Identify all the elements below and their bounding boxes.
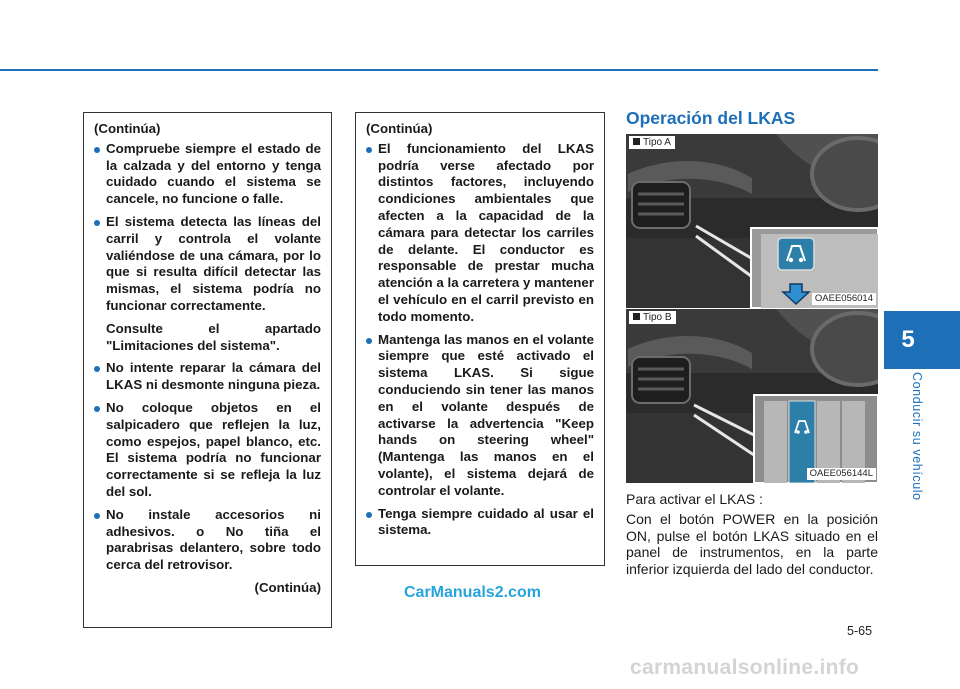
body-paragraph: Para activar el LKAS :	[626, 491, 763, 507]
list-item: El sistema detecta las líneas del carril y controla el volante valiéndose de una cámara, por lo que si resulta difícil detectar las mismas, el sistema podría no funcionar correctamente.	[92, 214, 321, 315]
box-heading: (Continúa)	[366, 121, 433, 136]
warning-list	[92, 141, 321, 315]
warning-list	[92, 360, 321, 574]
list-item: El funcionamiento del LKAS podría verse afectado por distintos factores, incluyendo condiciones ambientales que afecten a la capacidad de la cámara para detectar los carriles de delante. El conductor es responsable de prestar mucha atención a la carretera y mantener el vehículo en el carril previsto en todo momento.	[364, 141, 594, 326]
image-code: OAEE056014	[812, 293, 876, 305]
warning-box-continued-2	[355, 112, 605, 566]
header-rule	[0, 69, 878, 71]
figure-type-a	[626, 134, 878, 308]
site-watermark: carmanualsonline.info	[630, 656, 860, 679]
page-number: 5-65	[847, 624, 873, 638]
list-item: Mantenga las manos en el volante siempre que esté activado el sistema LKAS. Si sigue conduciendo sin tener las manos en el volante después de activarse la advertencia "Keep hands on steering wheel"(Mantenga las manos en el volante), el sistema dejará de controlar el volante.	[364, 332, 594, 500]
warning-list	[364, 141, 594, 539]
image-code: OAEE056144L	[807, 468, 876, 480]
list-item: Tenga siempre cuidado al usar el sistema.	[364, 506, 594, 540]
watermark-link[interactable]: CarManuals2.com	[404, 584, 541, 601]
chapter-title: Conducir su vehículo	[910, 372, 924, 501]
type-label: Tipo A	[629, 136, 675, 149]
continued-footer: (Continúa)	[254, 579, 321, 595]
body-paragraph: Con el botón POWER en la posición ON, pulse el botón LKAS situado en el panel de instrumentos, en la parte inferior izquierda del lado del conductor.	[626, 511, 878, 577]
chapter-tab[interactable]	[884, 311, 960, 369]
warning-box-continued-1	[83, 112, 332, 628]
list-item: No intente reparar la cámara del LKAS ni desmonte ninguna pieza.	[92, 360, 321, 394]
type-label: Tipo B	[629, 311, 676, 324]
list-item: No coloque objetos en el salpicadero que reflejen la luz, como espejos, papel blanco, etc. El sistema podría no funcionar correctamente si se refleja la luz del sol.	[92, 400, 321, 501]
reference-note: Consulte el apartado "Limitaciones del sistema".	[106, 320, 321, 353]
lkas-button	[778, 238, 814, 270]
box-heading: (Continúa)	[94, 121, 161, 136]
dashboard-illustration	[626, 134, 878, 308]
list-item: Compruebe siempre el estado de la calzada y del entorno y tenga cuidado cuando el sistema se cancele, no funcione o falle.	[92, 141, 321, 208]
section-heading: Operación del LKAS	[626, 108, 796, 128]
figure-type-b	[626, 309, 878, 483]
chapter-number: 5	[901, 326, 915, 353]
list-item: No instale accesorios ni adhesivos. o No tiña el parabrisas delantero, sobre todo cerca del retrovisor.	[92, 507, 321, 574]
dashboard-illustration	[626, 309, 878, 483]
